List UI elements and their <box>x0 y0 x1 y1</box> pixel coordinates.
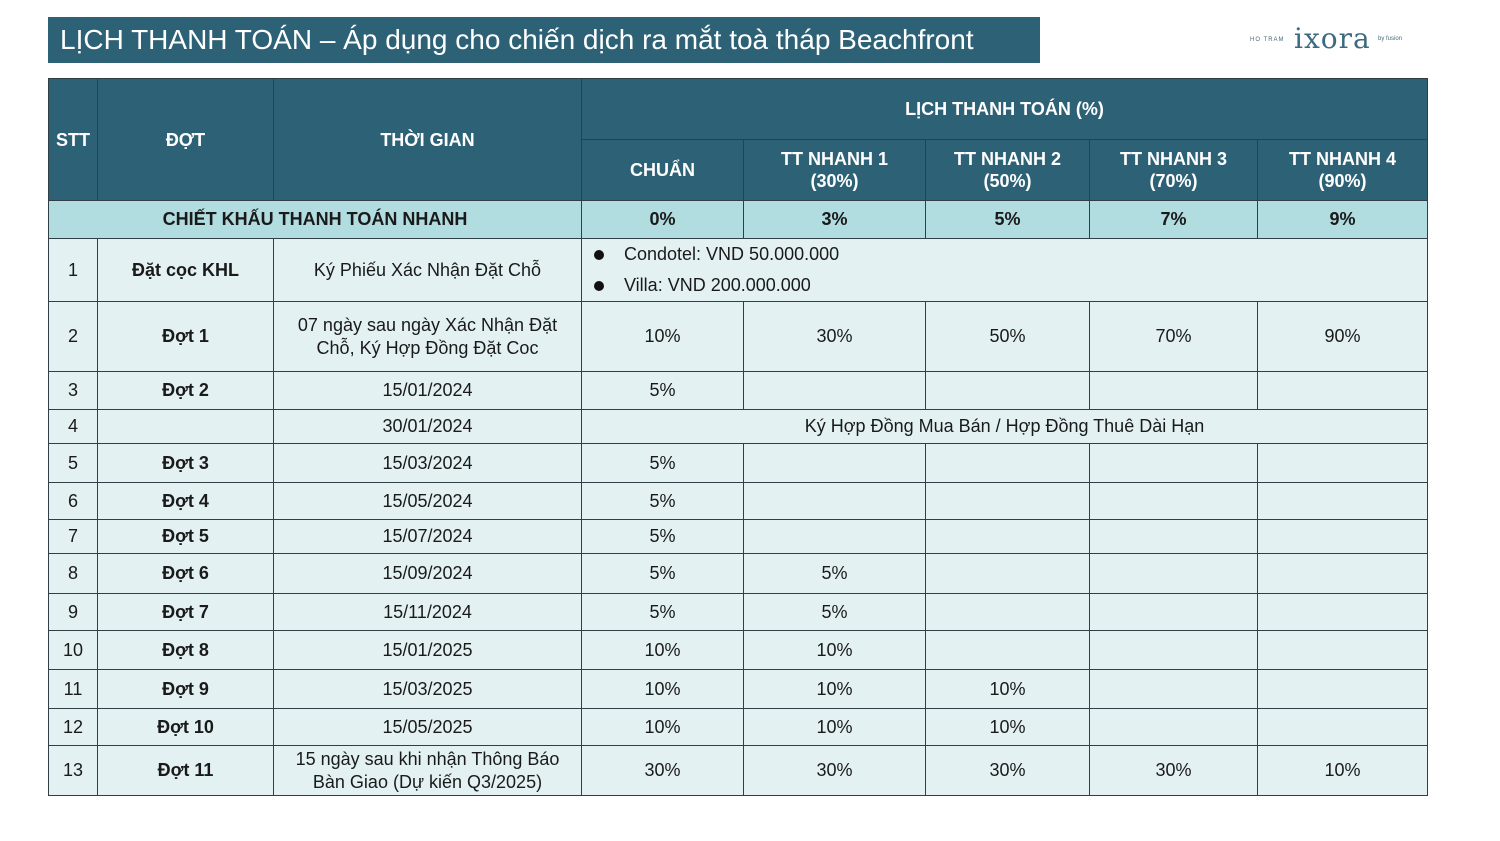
row-value: 10% <box>582 302 744 372</box>
row-dot <box>98 410 274 444</box>
row-value: 5% <box>744 554 926 594</box>
row-stt: 13 <box>49 746 98 796</box>
discount-value: 7% <box>1090 201 1258 239</box>
table-row <box>49 746 1428 796</box>
row-dot: Đợt 10 <box>98 709 274 746</box>
discount-value: 3% <box>744 201 926 239</box>
row-value <box>1090 709 1258 746</box>
discount-value: 0% <box>582 201 744 239</box>
header-dot: ĐỢT <box>98 79 274 201</box>
discount-value: 9% <box>1258 201 1428 239</box>
ixora-logo <box>1250 22 1420 56</box>
row-dot: Đặt cọc KHL <box>98 239 274 302</box>
row-stt: 2 <box>49 302 98 372</box>
table-row <box>49 520 1428 554</box>
header-thoi-gian: THỜI GIAN <box>274 79 582 201</box>
row-dot: Đợt 6 <box>98 554 274 594</box>
row-dot: Đợt 2 <box>98 372 274 410</box>
table-row <box>49 670 1428 709</box>
row-value <box>1258 631 1428 670</box>
row-stt: 1 <box>49 239 98 302</box>
row-thoi-gian: 30/01/2024 <box>274 410 582 444</box>
row-value: 10% <box>744 631 926 670</box>
row-stt: 4 <box>49 410 98 444</box>
row-stt: 3 <box>49 372 98 410</box>
row-value: 30% <box>1090 746 1258 796</box>
row-value: 10% <box>582 631 744 670</box>
bullet-dot-icon <box>594 281 604 291</box>
discount-label: CHIẾT KHẤU THANH TOÁN NHANH <box>49 201 582 239</box>
row-value <box>1090 483 1258 520</box>
table-row <box>49 483 1428 520</box>
row-thoi-gian: 15/01/2024 <box>274 372 582 410</box>
row-value: 5% <box>744 594 926 631</box>
row-value: 10% <box>744 709 926 746</box>
row-dot: Đợt 7 <box>98 594 274 631</box>
row-value <box>1090 554 1258 594</box>
header-stt: STT <box>49 79 98 201</box>
row-value: 10% <box>926 670 1090 709</box>
row-thoi-gian: 15/09/2024 <box>274 554 582 594</box>
row-value: 90% <box>1258 302 1428 372</box>
row-dot: Đợt 9 <box>98 670 274 709</box>
row-stt: 7 <box>49 520 98 554</box>
deposit-amounts <box>582 239 1428 302</box>
row-value: 5% <box>582 444 744 483</box>
row-stt: 8 <box>49 554 98 594</box>
table-row <box>49 444 1428 483</box>
row-value <box>1258 520 1428 554</box>
table-row <box>49 709 1428 746</box>
row-value <box>1258 483 1428 520</box>
row-value: 5% <box>582 372 744 410</box>
row-dot: Đợt 4 <box>98 483 274 520</box>
row-value: 10% <box>582 709 744 746</box>
row-value <box>744 520 926 554</box>
row-value <box>926 444 1090 483</box>
logo-prefix: HO TRAM <box>1250 37 1285 43</box>
row-value: 5% <box>582 520 744 554</box>
row-stt: 12 <box>49 709 98 746</box>
row-value <box>744 444 926 483</box>
row-dot: Đợt 3 <box>98 444 274 483</box>
deposit-condotel: Condotel: VND 50.000.000 <box>624 244 840 264</box>
deposit-bullet <box>586 270 1423 301</box>
row-dot: Đợt 5 <box>98 520 274 554</box>
row-value <box>744 483 926 520</box>
row-value <box>926 631 1090 670</box>
row-thoi-gian: 15/05/2024 <box>274 483 582 520</box>
row-value <box>1090 372 1258 410</box>
row-thoi-gian: Ký Phiếu Xác Nhận Đặt Chỗ <box>274 239 582 302</box>
contract-note: Ký Hợp Đồng Mua Bán / Hợp Đồng Thuê Dài Hạn <box>582 410 1428 444</box>
table-row <box>49 554 1428 594</box>
row-thoi-gian: 15/07/2024 <box>274 520 582 554</box>
row-value <box>1090 631 1258 670</box>
row-thoi-gian: 15/05/2025 <box>274 709 582 746</box>
row-thoi-gian: 15 ngày sau khi nhận Thông Báo Bàn Giao (Dự kiến Q3/2025) <box>274 746 582 796</box>
row-value <box>1258 444 1428 483</box>
row-value <box>1258 372 1428 410</box>
row-dot: Đợt 8 <box>98 631 274 670</box>
row-stt: 11 <box>49 670 98 709</box>
table-row <box>49 594 1428 631</box>
row-dot: Đợt 11 <box>98 746 274 796</box>
row-value: 5% <box>582 483 744 520</box>
row-value <box>1258 670 1428 709</box>
row-value <box>1090 594 1258 631</box>
deposit-row <box>49 239 1428 302</box>
contract-row <box>49 410 1428 444</box>
deposit-villa: Villa: VND 200.000.000 <box>624 275 811 295</box>
header-payment-schedule: LỊCH THANH TOÁN (%) <box>582 79 1428 140</box>
row-value: 5% <box>582 554 744 594</box>
row-value <box>1258 554 1428 594</box>
row-value: 50% <box>926 302 1090 372</box>
header-plan: TT NHANH 3 (70%) <box>1090 140 1258 201</box>
row-value <box>926 520 1090 554</box>
discount-value: 5% <box>926 201 1090 239</box>
table-row <box>49 372 1428 410</box>
row-value <box>1090 670 1258 709</box>
row-value <box>1090 520 1258 554</box>
row-value: 10% <box>1258 746 1428 796</box>
logo-suffix: by fusion <box>1378 36 1403 42</box>
header-plan: TT NHANH 1 (30%) <box>744 140 926 201</box>
table-row <box>49 631 1428 670</box>
table-row <box>49 302 1428 372</box>
row-thoi-gian: 07 ngày sau ngày Xác Nhận Đặt Chỗ, Ký Hợp Đồng Đặt Coc <box>274 302 582 372</box>
row-value: 30% <box>744 302 926 372</box>
header-plan: TT NHANH 2 (50%) <box>926 140 1090 201</box>
header-plan: TT NHANH 4 (90%) <box>1258 140 1428 201</box>
row-value: 30% <box>582 746 744 796</box>
row-value: 30% <box>926 746 1090 796</box>
row-thoi-gian: 15/01/2025 <box>274 631 582 670</box>
discount-row <box>49 201 1428 239</box>
row-value: 10% <box>744 670 926 709</box>
deposit-bullet <box>586 239 1423 270</box>
row-value <box>926 594 1090 631</box>
row-stt: 10 <box>49 631 98 670</box>
row-stt: 6 <box>49 483 98 520</box>
page-title: LỊCH THANH TOÁN – Áp dụng cho chiến dịch ra mắt toà tháp Beachfront <box>48 17 1040 63</box>
row-value <box>926 372 1090 410</box>
row-value <box>1258 709 1428 746</box>
payment-schedule-table <box>48 78 1428 796</box>
row-stt: 5 <box>49 444 98 483</box>
row-stt: 9 <box>49 594 98 631</box>
logo-name: ixora <box>1294 22 1371 55</box>
row-value: 10% <box>582 670 744 709</box>
row-value: 10% <box>926 709 1090 746</box>
row-value <box>1090 444 1258 483</box>
row-value: 70% <box>1090 302 1258 372</box>
bullet-dot-icon <box>594 250 604 260</box>
row-thoi-gian: 15/03/2025 <box>274 670 582 709</box>
row-thoi-gian: 15/11/2024 <box>274 594 582 631</box>
row-value: 30% <box>744 746 926 796</box>
row-value <box>744 372 926 410</box>
deposit-bullet-list <box>586 239 1423 301</box>
row-value <box>926 554 1090 594</box>
row-value <box>1258 594 1428 631</box>
row-value <box>926 483 1090 520</box>
row-value: 5% <box>582 594 744 631</box>
row-dot: Đợt 1 <box>98 302 274 372</box>
row-thoi-gian: 15/03/2024 <box>274 444 582 483</box>
header-plan: CHUẨN <box>582 140 744 201</box>
